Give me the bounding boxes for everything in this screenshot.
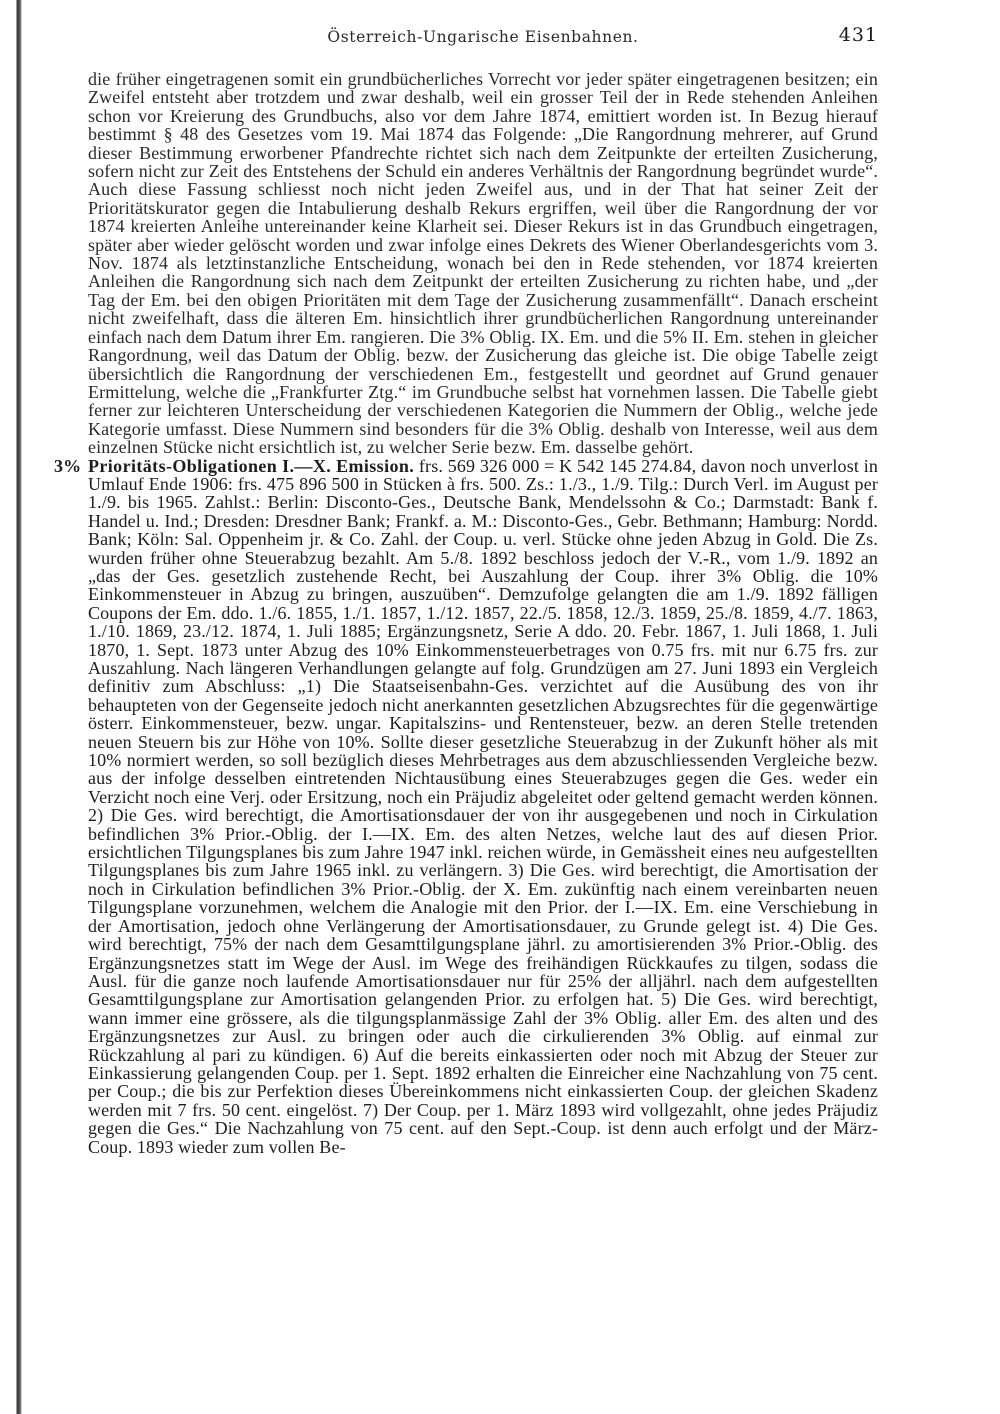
entry-prioritaets-obligationen [54,455,879,1157]
binding-edge [0,0,22,1414]
entry-heading: Prioritäts-Obligationen I.—X. Emission. [88,455,415,476]
page-number: 431 [838,24,878,46]
paragraph-rangordnung: die früher eingetragenen somit ein grundbücherliches Vorrecht vor jeder später eingetragenen besitzen; ein Zweifel entsteht aber trotzdem und zwar deshalb, weil ein grosser Teil der in Rede stehenden Anleihen schon vor Kreierung des Grundbuchs, also vor dem Jahre 1874, emittiert worden ist. In Bezug hierauf bestimmt § 48 des Gesetzes vom 19. Mai 1874 das Folgende: „Die Rangordnung mehrerer, auf Grund dieser Bestimmung erworbener Pfandrechte richtet sich nach dem Zeitpunkte der erteilten Zusicherung, sofern nicht zur Zeit des Entstehens der Schuld ein anderes Verhältnis der Rangordnung begründet wurde“. Auch diese Fassung schliesst noch nicht jeden Zweifel aus, und in der That hat seiner Zeit der Prioritätskurator gegen die Intabulierung deshalb Rekurs ergriffen, weil über die Rangordnung der vor 1874 kreierten Anleihe untereinander keine Klarheit sei. Dieser Rekurs ist in das Grundbuch eingetragen, später aber wieder gelöscht worden und zwar infolge eines Dekrets des Wiener Oberlandesgerichts vom 3. Nov. 1874 als letztinstanzliche Entscheidung, wonach bei den in Rede stehenden, vor 1874 kreierten Anleihen die Rangordnung sich nach dem Zeitpunkt der erteilten Zusicherung zu richten habe, und „der Tag der Em. bei den obigen Prioritäten mit dem Tage der Zusicherung zusammenfällt“. Danach erscheint nicht zweifelhaft, dass die älteren Em. hinsichtlich ihrer grundbücherlichen Rangordnung untereinander einfach nach dem Datum ihrer Em. rangieren. Die 3% Oblig. IX. Em. und die 5% II. Em. stehen in gleicher Rangordnung, weil das Datum der Oblig. bezw. der Zusicherung das gleiche ist. Die obige Tabelle zeigt übersichtlich die Rangordnung der verschiedenen Em., festgestellt und geordnet auf Grund genauer Ermittelung, welche die „Frankfurter Ztg.“ im Grundbuche selbst hat vornehmen lassen. Die Tabelle giebt ferner zur leichteren Unterscheidung der verschiedenen Kategorien die Nummern der Oblig., welche jede Kategorie umfasst. Diese Nummern sind besonders für die 3% Oblig. deshalb von Interesse, weil aus dem einzelnen Stücke nicht ersichtlich ist, zu welcher Serie bezw. Em. dasselbe gehört. [88,69,878,458]
entry-text: frs. 569 326 000 = K 542 145 274.84, davon noch unverlost in Umlauf Ende 1906: frs. 475 896 500 in Stücken à frs. 500. Zs.: 1./3., 1./9. Tilg.: Durch Verl. im August per 1./9. bis 1965. Zahlst.: Berlin: Disconto-Ges., Deutsche Bank, Mendelssohn & Co.; Darmstadt: Bank f. Handel u. Ind.; Dresden: Dresdner Bank; Frankf. a. M.: Disconto-Ges., Gebr. Bethmann; Hamburg: Nordd. Bank; Köln: Sal. Oppenheim jr. & Co. Zahl. der Coup. u. verl. Stücke ohne jeden Abzug in Gold. Die Zs. wurden früher ohne Steuerabzug bezahlt. Am 5./8. 1892 beschloss jedoch der V.-R., vom 1./9. 1892 an „das der Ges. gesetzlich zustehende Recht, bei Auszahlung der Coup. ihrer 3% Oblig. die 10% Einkommensteuer in Abzug zu bringen, auszuüben“. Demzufolge gelangten die am 1./9. 1892 fälligen Coupons der Em. ddo. 1./6. 1855, 1./1. 1857, 1./12. 1857, 22./5. 1858, 12./3. 1859, 25./8. 1859, 4./7. 1863, 1./10. 1869, 23./12. 1874, 1. Juli 1885; Ergänzungsnetz, Serie A ddo. 20. Febr. 1867, 1. Juli 1868, 1. Juli 1870, 1. Sept. 1873 unter Abzug des 10% Einkommensteuerbetrages von 0.75 frs. mit nur 6.75 frs. zur Auszahlung. Nach längeren Verhandlungen gelangte auf folg. Grundzügen am 27. Juni 1893 ein Vergleich definitiv zum Abschluss: „1) Die Staatseisenbahn-Ges. verzichtet auf die Ausübung des von ihr behaupteten von der Gegenseite jedoch nicht anerkannten gesetzlichen Abzugsrechtes für die gegenwärtige österr. Einkommensteuer, bezw. ungar. Kapitalszins- und Rentensteuer, bezw. an deren Stelle tretenden neuen Steuern bis zur Höhe von 10%. Sollte dieser gesetzliche Steuerabzug in der Zukunft höher als mit 10% normiert werden, so soll bezüglich dieses Mehrbetrages aus dem abzuschliessenden Vergleiche bezw. aus der infolge desselben eintretenden Nichtausübung eines Steuerabzuges gegen die Ges. weder ein Verzicht noch eine Verj. oder Ersitzung, noch ein Präjudiz abgeleitet oder geltend gemacht werden können. 2) Die Ges. wird berechtigt, die Amortisationsdauer der von ihr ausgegebenen und noch in Cirkulation befindlichen 3% Prior.-Oblig. der I.—IX. Em. des alten Netzes, welche laut des auf diesen Prior. ersichtlichen Tilgungsplanes bis zum Jahre 1947 inkl. reichen würde, in Gemässheit eines neu aufgestellten Tilgungsplanes bis zum Jahre 1965 inkl. zu verlängern. 3) Die Ges. wird berechtigt, die Amortisation der noch in Cirkulation befindlichen 3% Prior.-Oblig. der X. Em. zukünftig nach einem vereinbarten neuen Tilgungsplane vorzunehmen, welchem die Analogie mit den Prior. der I.—IX. Em. eine Verschiebung in der Amortisation, jedoch ohne Verlängerung der Amortisationsdauer, zu Grunde gelegt ist. 4) Die Ges. wird berechtigt, 75% der nach dem Gesamttilgungsplane jährl. zu amortisierenden 3% Prior.-Oblig. des Ergänzungsnetzes statt im Wege der Ausl. im Wege des freihändigen Rückkaufes zu tilgen, sodass die Ausl. für die ganze noch laufende Amortisationsdauer nur für 25% der alljährl. nach dem aufgestellten Gesamttilgungsplane zur Amortisation gelangenden Prior. zu erfolgen hat. 5) Die Ges. wird berechtigt, wann immer eine grössere, als die tilgungsplanmässige Zahl der 3% Oblig. aller Em. des alten und des Ergänzungsnetzes zur Ausl. zu bringen oder auch die cirkulierenden 3% Oblig. auf einmal zur Rückzahlung al pari zu kündigen. 6) Auf die bereits einkassierten oder noch mit Abzug der Steuer zur Einkassierung gelangenden Coup. per 1. Sept. 1892 erhalten die Einreicher eine Nachzahlung von 75 cent. per Coup.; die bis zur Perfektion dieses Übereinkommens nicht einkassierten Coup. der gleichen Skadenz werden mit 7 frs. 50 cent. eingelöst. 7) Der Coup. per 1. März 1893 wird vollgezahlt, ohne jedes Präjudiz gegen die Ges.“ Die Nachzahlung von 75 cent. auf den Sept.-Coup. ist denn auch erfolgt und der März-Coup. 1893 wieder zum vollen Be- [88,455,879,1157]
body-text [54,69,879,1157]
running-title: Österreich-Ungarische Eisenbahnen. [327,28,639,46]
document-page [54,20,879,1157]
entry-rate: 3% [54,455,82,476]
running-header [88,20,878,56]
